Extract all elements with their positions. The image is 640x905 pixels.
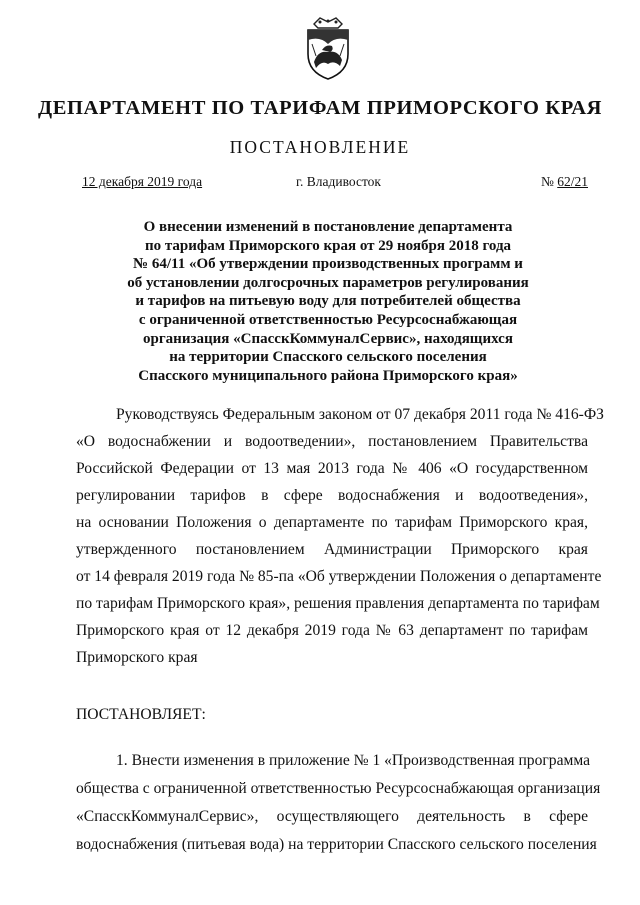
subject-line: № 64/11 «Об утверждении производственных программ и <box>133 256 523 273</box>
subject-line: на территории Спасского сельского поселения <box>169 349 487 366</box>
preamble-line: «О водоснабжении и водоотведении», постановлением Правительства <box>76 433 588 450</box>
preamble-line: Руководствуясь Федеральным законом от 07 декабря 2011 года № 416-ФЗ <box>116 406 604 423</box>
preamble-line: Приморского края от 12 декабря 2019 года № 63 департамент по тарифам <box>76 622 588 639</box>
document-city: г. Владивосток <box>296 174 381 189</box>
preamble-line: по тарифам Приморского края», решения правления департамента по тарифам <box>76 595 600 612</box>
item-line: водоснабжения (питьевая вода) на территории Спасского сельского поселения <box>76 836 597 853</box>
preamble-line: от 14 февраля 2019 года № 85-па «Об утверждении Положения о департаменте <box>76 568 602 585</box>
coat-of-arms-emblem <box>300 16 356 82</box>
department-title: ДЕПАРТАМЕНТ ПО ТАРИФАМ ПРИМОРСКОГО КРАЯ <box>37 97 603 119</box>
preamble-line: утвержденного постановлением Администрации Приморского края <box>76 541 588 558</box>
subject-line: по тарифам Приморского края от 29 ноября 2018 года <box>144 237 512 254</box>
subject-line: об установлении долгосрочных параметров регулирования <box>127 274 529 291</box>
subject-line: с ограниченной ответственностью Ресурсоснабжающая <box>138 311 518 328</box>
subject-line: О внесении изменений в постановление департамента <box>143 219 513 235</box>
preamble-line: Российской Федерации от 13 мая 2013 года № 406 «О государственном <box>76 460 588 477</box>
document-date: 12 декабря 2019 года <box>82 174 203 189</box>
document-number-prefix: № <box>540 174 558 189</box>
item-line: «СпасскКоммуналСервис», осуществляющего деятельность в сфере <box>76 808 588 825</box>
document-number <box>541 174 588 190</box>
subject-line: и тарифов на питьевую воду для потребителей общества <box>135 293 521 310</box>
subject-line: Спасского муниципального района Приморского края» <box>138 367 518 384</box>
document-type: ПОСТАНОВЛЕНИЕ <box>229 137 411 157</box>
decree-word: ПОСТАНОВЛЯЕТ: <box>76 706 206 723</box>
item-line: 1. Внести изменения в приложение № 1 «Производственная программа <box>116 752 591 769</box>
preamble-line: регулировании тарифов в сфере водоснабжения и водоотведения», <box>76 487 588 504</box>
document-number-value: 62/21 <box>557 174 588 189</box>
item-line: общества с ограниченной ответственностью Ресурсоснабжающая организация <box>76 780 601 797</box>
preamble-line: Приморского края <box>76 649 198 666</box>
preamble-line: на основании Положения о департаменте по тарифам Приморского края, <box>76 514 588 531</box>
subject-line: организация «СпасскКоммуналСервис», находящихся <box>143 330 513 347</box>
document-subject <box>60 218 596 385</box>
